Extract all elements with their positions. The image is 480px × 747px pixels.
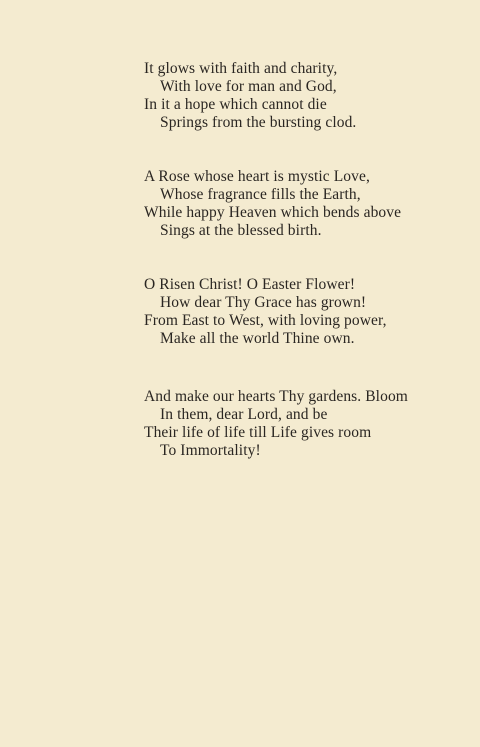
poem-line: A Rose whose heart is mystic Love,	[144, 168, 370, 185]
poem-line: It glows with faith and charity,	[144, 60, 338, 77]
poem-line: With love for man and God,	[160, 78, 337, 95]
poem-line: While happy Heaven which bends above	[144, 204, 402, 221]
stanza-3	[144, 276, 464, 348]
poem-line: Sings at the blessed birth.	[160, 222, 322, 239]
poem-line: To Immortality!	[160, 442, 261, 459]
poem-line: From East to West, with loving power,	[144, 312, 387, 329]
stanza-2	[144, 168, 464, 240]
poem-line: Make all the world Thine own.	[160, 330, 355, 347]
stanza-4	[144, 388, 464, 460]
poem-line: And make our hearts Thy gardens. Bloom	[144, 388, 408, 405]
poem-line: Their life of life till Life gives room	[144, 424, 372, 441]
poem-line: O Risen Christ! O Easter Flower!	[144, 276, 356, 293]
poem-line: How dear Thy Grace has grown!	[160, 294, 367, 311]
poem-line: In it a hope which cannot die	[144, 96, 327, 113]
poem-line: In them, dear Lord, and be	[160, 406, 328, 423]
poem-line: Springs from the bursting clod.	[160, 114, 357, 131]
poem-line: Whose fragrance fills the Earth,	[160, 186, 361, 203]
stanza-1	[144, 60, 464, 132]
